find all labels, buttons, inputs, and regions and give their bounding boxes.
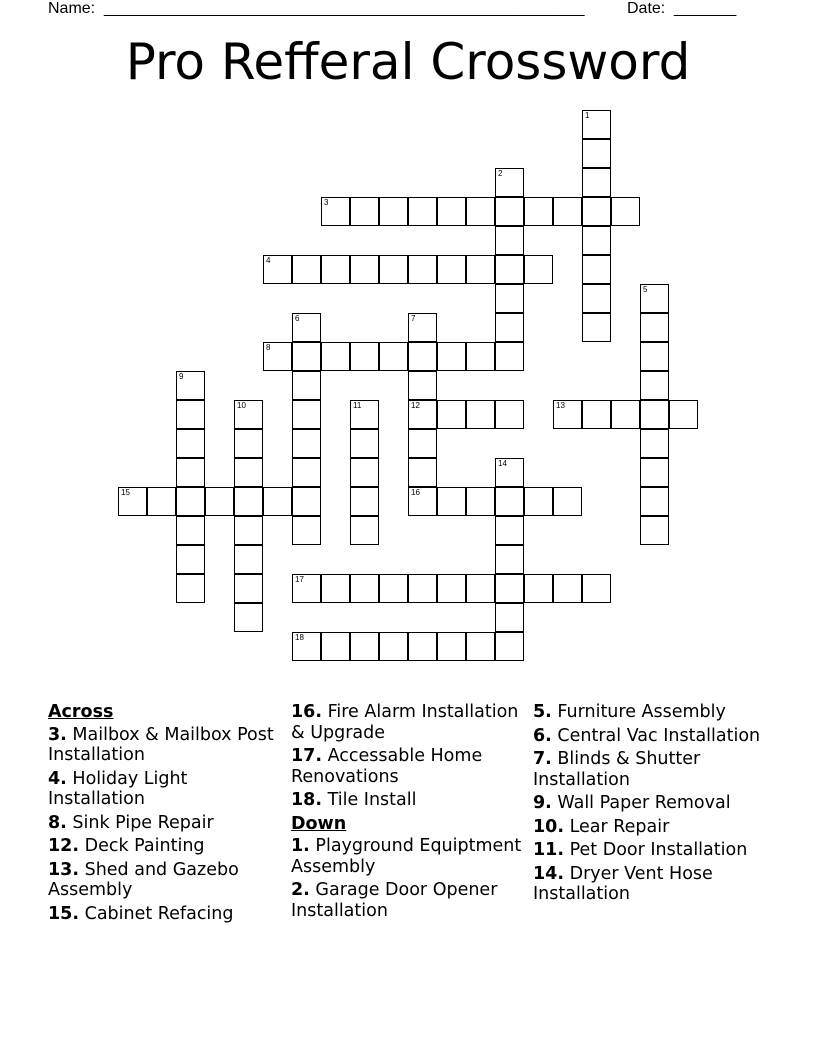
grid-cell[interactable]	[437, 574, 466, 603]
clue-text: Lear Repair	[569, 816, 670, 837]
grid-cell[interactable]	[176, 487, 205, 516]
clue-number-label: 8.	[48, 812, 67, 833]
clue-number: 11	[353, 401, 362, 410]
grid-cell[interactable]	[582, 168, 611, 197]
grid-cell[interactable]	[408, 574, 437, 603]
clue-number-label: 13.	[48, 859, 80, 880]
grid-cell[interactable]	[495, 458, 524, 487]
grid-cell[interactable]	[234, 516, 263, 545]
grid-cell[interactable]	[495, 400, 524, 429]
grid-cell[interactable]	[640, 458, 669, 487]
clue-text: Fire Alarm Installation & Upgrade	[291, 702, 519, 743]
grid-cell[interactable]	[640, 429, 669, 458]
grid-cell[interactable]	[176, 400, 205, 429]
clue-number: 15	[121, 488, 130, 497]
grid-cell[interactable]	[524, 574, 553, 603]
grid-cell[interactable]	[524, 487, 553, 516]
grid-cell[interactable]	[263, 255, 292, 284]
clue-item	[533, 864, 768, 905]
clue-item	[533, 702, 768, 723]
grid-cell[interactable]	[350, 458, 379, 487]
grid-cell[interactable]	[553, 487, 582, 516]
grid-cell[interactable]	[176, 429, 205, 458]
clue-number-label: 9.	[533, 793, 552, 813]
grid-cell[interactable]	[466, 632, 495, 661]
clue-number: 9	[179, 372, 184, 381]
clue-heading: Down	[291, 813, 347, 834]
clue-text: Tile Install	[327, 790, 417, 810]
grid-cell[interactable]	[582, 110, 611, 139]
clue-number-label: 11.	[533, 840, 565, 860]
clue-text: Cabinet Refacing	[84, 903, 234, 924]
name-label: Name:	[48, 0, 96, 17]
grid-cell[interactable]	[234, 487, 263, 516]
clue-number: 12	[411, 401, 420, 410]
clue-column-2	[291, 702, 526, 924]
clue-number-label: 14.	[533, 863, 565, 884]
grid-cell[interactable]	[118, 487, 147, 516]
grid-cell[interactable]	[640, 342, 669, 371]
clue-number-label: 18.	[291, 790, 323, 810]
clue-text: Deck Painting	[84, 836, 205, 856]
clue-number: 6	[295, 314, 300, 323]
grid-cell[interactable]	[350, 197, 379, 226]
grid-cell[interactable]	[408, 255, 437, 284]
clue-number: 16	[411, 488, 420, 497]
grid-cell[interactable]	[582, 400, 611, 429]
grid-cell[interactable]	[350, 342, 379, 371]
grid-cell[interactable]	[292, 487, 321, 516]
grid-cell[interactable]	[582, 226, 611, 255]
clue-item	[291, 746, 526, 787]
grid-cell[interactable]	[292, 313, 321, 342]
date-label: Date:	[627, 0, 666, 17]
grid-cell[interactable]	[321, 574, 350, 603]
clue-number: 2	[498, 169, 503, 178]
grid-cell[interactable]	[582, 574, 611, 603]
grid-cell[interactable]	[495, 632, 524, 661]
grid-cell[interactable]	[582, 255, 611, 284]
grid-cell[interactable]	[292, 371, 321, 400]
date-field[interactable]: _______	[674, 0, 737, 17]
clue-item	[533, 749, 768, 790]
grid-cell[interactable]	[292, 516, 321, 545]
grid-cell[interactable]	[176, 574, 205, 603]
grid-cell[interactable]	[321, 342, 350, 371]
grid-cell[interactable]	[640, 313, 669, 342]
grid-cell[interactable]	[176, 458, 205, 487]
grid-cell[interactable]	[495, 516, 524, 545]
clue-text: Wall Paper Removal	[557, 793, 731, 813]
grid-cell[interactable]	[495, 226, 524, 255]
clue-number-label: 2.	[291, 880, 310, 900]
grid-cell[interactable]	[292, 632, 321, 661]
grid-cell[interactable]	[466, 342, 495, 371]
grid-cell[interactable]	[466, 574, 495, 603]
grid-cell[interactable]	[350, 429, 379, 458]
grid-cell[interactable]	[437, 487, 466, 516]
clue-number-label: 12.	[48, 836, 80, 856]
grid-cell[interactable]	[234, 400, 263, 429]
grid-cell[interactable]	[640, 487, 669, 516]
clue-text: Playground Equiptment Assembly	[291, 836, 522, 877]
grid-cell[interactable]	[611, 400, 640, 429]
clue-text: Sink Pipe Repair	[72, 812, 214, 833]
grid-cell[interactable]	[437, 400, 466, 429]
name-field[interactable]: ______________________________________________________	[104, 0, 585, 17]
grid-cell[interactable]	[582, 139, 611, 168]
grid-cell[interactable]	[263, 342, 292, 371]
clue-item	[533, 840, 768, 861]
grid-cell[interactable]	[582, 313, 611, 342]
grid-cell[interactable]	[292, 400, 321, 429]
clue-text: Central Vac Installation	[557, 725, 761, 746]
grid-cell[interactable]	[350, 255, 379, 284]
clue-number-label: 5.	[533, 702, 552, 722]
grid-cell[interactable]	[495, 168, 524, 197]
grid-cell[interactable]	[408, 458, 437, 487]
clue-number: 17	[295, 575, 304, 584]
grid-cell[interactable]	[437, 197, 466, 226]
clue-number: 7	[411, 314, 416, 323]
grid-cell[interactable]	[466, 255, 495, 284]
clue-number: 1	[585, 111, 590, 120]
grid-cell[interactable]	[147, 487, 176, 516]
grid-cell[interactable]	[408, 400, 437, 429]
clue-text: Garage Door Opener Installation	[291, 880, 498, 921]
grid-cell[interactable]	[553, 574, 582, 603]
grid-cell[interactable]	[350, 400, 379, 429]
clue-number-label: 7.	[533, 749, 552, 769]
clue-item	[291, 702, 526, 743]
grid-cell[interactable]	[292, 574, 321, 603]
grid-cell[interactable]	[292, 342, 321, 371]
grid-cell[interactable]	[321, 197, 350, 226]
grid-cell[interactable]	[350, 574, 379, 603]
clue-item	[48, 904, 283, 925]
clue-number: 5	[643, 285, 648, 294]
grid-cell[interactable]	[321, 632, 350, 661]
grid-cell[interactable]	[437, 632, 466, 661]
grid-cell[interactable]	[582, 284, 611, 313]
clue-item	[291, 790, 526, 811]
grid-cell[interactable]	[379, 574, 408, 603]
clue-number: 18	[295, 633, 304, 642]
grid-cell[interactable]	[640, 284, 669, 313]
clue-text: Pet Door Installation	[569, 840, 748, 860]
clue-number: 8	[266, 343, 271, 352]
grid-cell[interactable]	[408, 487, 437, 516]
clue-text: Mailbox & Mailbox Post Installation	[48, 724, 274, 765]
grid-cell[interactable]	[437, 255, 466, 284]
clue-column-3	[533, 702, 768, 908]
clue-number-label: 16.	[291, 702, 323, 722]
clue-item	[533, 726, 768, 747]
grid-cell[interactable]	[379, 197, 408, 226]
clue-text: Holiday Light Installation	[48, 768, 188, 809]
grid-cell[interactable]	[292, 429, 321, 458]
grid-cell[interactable]	[292, 458, 321, 487]
clue-number: 4	[266, 256, 271, 265]
grid-cell[interactable]	[495, 284, 524, 313]
clue-item	[48, 860, 283, 901]
grid-cell[interactable]	[495, 197, 524, 226]
grid-cell[interactable]	[350, 632, 379, 661]
grid-cell[interactable]	[379, 342, 408, 371]
clue-text: Dryer Vent Hose Installation	[533, 863, 713, 904]
grid-cell[interactable]	[234, 574, 263, 603]
clue-number: 10	[237, 401, 246, 410]
grid-cell[interactable]	[176, 545, 205, 574]
grid-cell[interactable]	[408, 197, 437, 226]
clue-number-label: 1.	[291, 836, 310, 856]
clue-text: Blinds & Shutter Installation	[533, 749, 701, 790]
grid-cell[interactable]	[205, 487, 234, 516]
clue-number-label: 6.	[533, 725, 552, 746]
clue-item	[533, 793, 768, 814]
grid-cell[interactable]	[408, 429, 437, 458]
grid-cell[interactable]	[234, 429, 263, 458]
grid-cell[interactable]	[553, 197, 582, 226]
clue-item	[291, 880, 526, 921]
clue-number: 13	[556, 401, 565, 410]
grid-cell[interactable]	[640, 516, 669, 545]
grid-cell[interactable]	[350, 487, 379, 516]
grid-cell[interactable]	[234, 458, 263, 487]
clue-item	[533, 817, 768, 838]
clue-number-label: 15.	[48, 903, 80, 924]
grid-cell[interactable]	[379, 632, 408, 661]
clue-item	[48, 725, 283, 766]
grid-cell[interactable]	[292, 255, 321, 284]
grid-cell[interactable]	[611, 197, 640, 226]
clue-item	[48, 769, 283, 810]
grid-cell[interactable]	[640, 371, 669, 400]
grid-cell[interactable]	[495, 342, 524, 371]
grid-cell[interactable]	[466, 400, 495, 429]
clue-text: Furniture Assembly	[557, 702, 726, 722]
clue-number: 14	[498, 459, 507, 468]
grid-cell[interactable]	[669, 400, 698, 429]
grid-cell[interactable]	[495, 255, 524, 284]
clue-text: Shed and Gazebo Assembly	[48, 859, 239, 900]
grid-cell[interactable]	[408, 313, 437, 342]
grid-cell[interactable]	[263, 487, 292, 516]
grid-cell[interactable]	[321, 255, 350, 284]
clue-number-label: 3.	[48, 724, 67, 745]
grid-cell[interactable]	[350, 516, 379, 545]
grid-cell[interactable]	[495, 603, 524, 632]
clue-item	[48, 813, 283, 834]
clue-number-label: 4.	[48, 768, 67, 789]
grid-cell[interactable]	[408, 342, 437, 371]
grid-cell[interactable]	[495, 487, 524, 516]
grid-cell[interactable]	[466, 197, 495, 226]
grid-cell[interactable]	[582, 197, 611, 226]
clue-number-label: 17.	[291, 746, 323, 766]
grid-cell[interactable]	[524, 255, 553, 284]
grid-cell[interactable]	[466, 487, 495, 516]
grid-cell[interactable]	[234, 545, 263, 574]
grid-cell[interactable]	[408, 371, 437, 400]
clue-item	[291, 836, 526, 877]
grid-cell[interactable]	[640, 400, 669, 429]
grid-cell[interactable]	[234, 603, 263, 632]
grid-cell[interactable]	[495, 313, 524, 342]
grid-cell[interactable]	[176, 516, 205, 545]
clue-text: Accessable Home Renovations	[291, 746, 483, 787]
page-title: Pro Refferal Crossword	[125, 33, 691, 91]
grid-cell[interactable]	[524, 197, 553, 226]
grid-cell[interactable]	[437, 342, 466, 371]
grid-cell[interactable]	[379, 255, 408, 284]
clue-number-label: 10.	[533, 816, 565, 837]
clue-column-1	[48, 702, 283, 927]
clue-number: 3	[324, 198, 329, 207]
grid-cell[interactable]	[408, 632, 437, 661]
grid-cell[interactable]	[495, 545, 524, 574]
grid-cell[interactable]	[553, 400, 582, 429]
grid-cell[interactable]	[176, 371, 205, 400]
grid-cell[interactable]	[495, 574, 524, 603]
clue-heading: Across	[48, 702, 114, 722]
clue-item	[48, 836, 283, 857]
